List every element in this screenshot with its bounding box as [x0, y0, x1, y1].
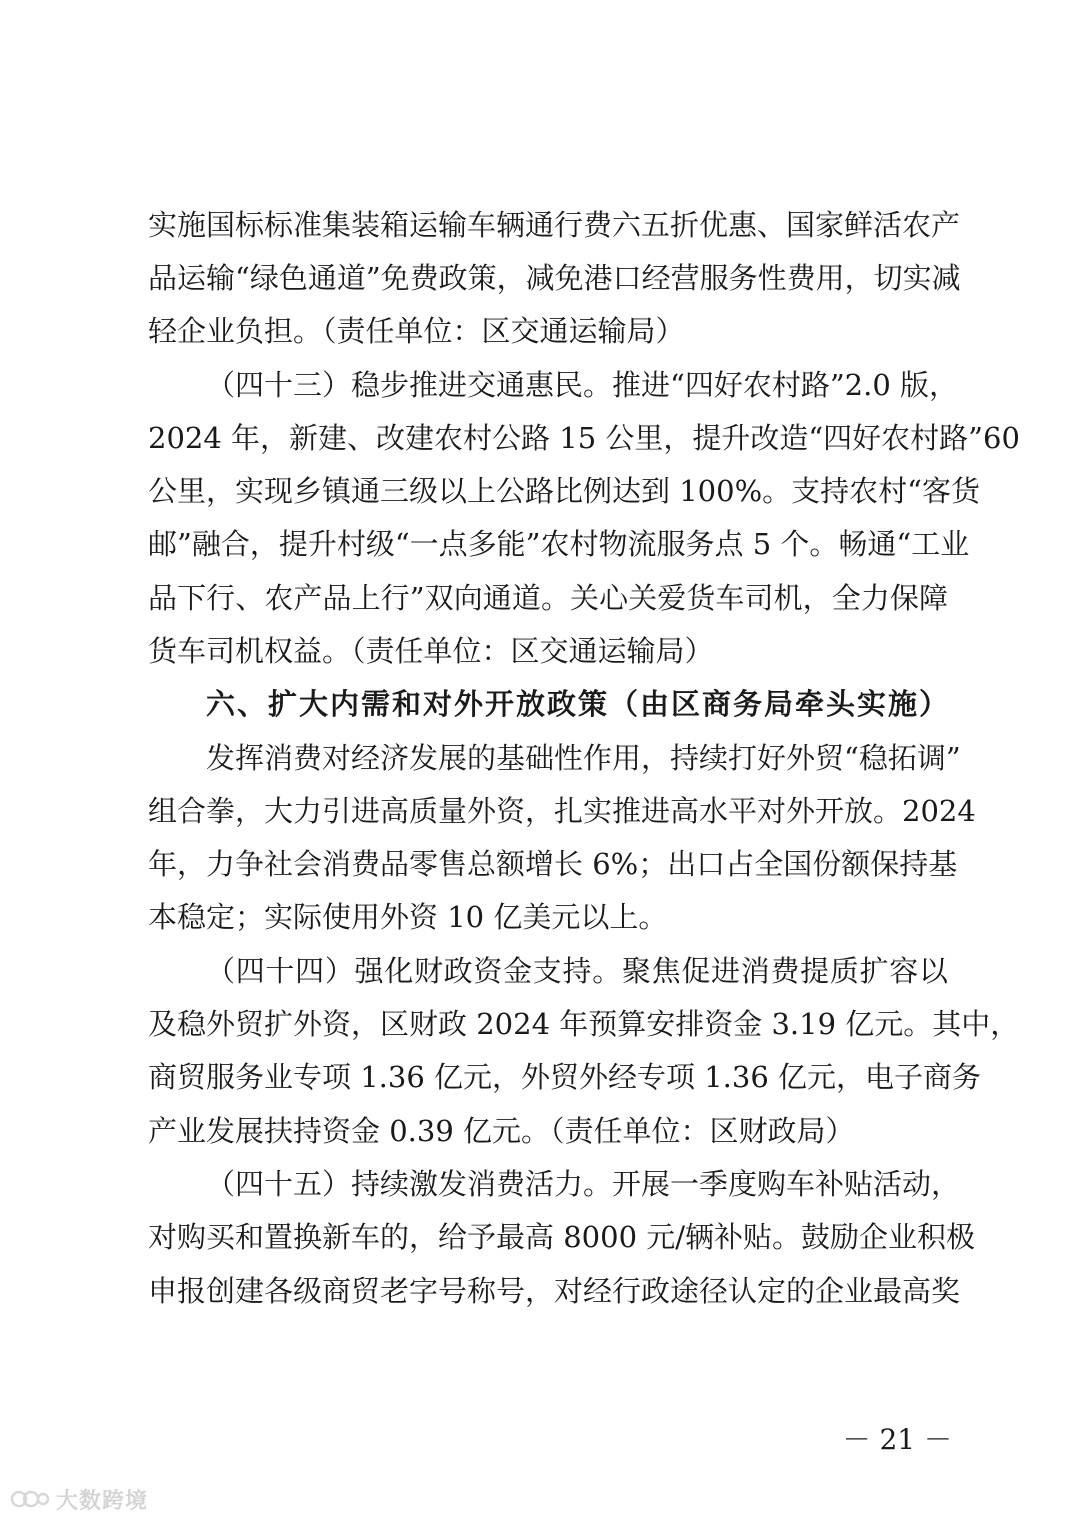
text-line: 实施国标标准集装箱运输车辆通行费六五折优惠、国家鲜活农产 [148, 208, 961, 242]
section-heading: 六、扩大内需和对外开放政策（由区商务局牵头实施） [206, 687, 948, 721]
text-line: 及稳外贸扩外资，区财政 2024 年预算安排资金 3.19 亿元。其中， [148, 1007, 1020, 1041]
text-line: 轻企业负担。（责任单位：区交通运输局） [148, 314, 685, 348]
text-line: 年，力争社会消费品零售总额增长 6%；出口占全国份额保持基 [148, 847, 958, 881]
text-line: 2024 年，新建、改建农村公路 15 公里，提升改造“四好农村路”60 [148, 421, 1020, 455]
text-line: 品运输“绿色通道”免费政策，减免港口经营服务性费用，切实减 [148, 261, 961, 295]
text-line: 对购买和置换新车的，给予最高 8000 元/辆补贴。鼓励企业积极 [148, 1220, 976, 1254]
text-line: 邮”融合，提升村级“一点多能”农村物流服务点 5 个。畅通“工业 [148, 527, 970, 561]
text-line: 本稳定；实际使用外资 10 亿美元以上。 [148, 900, 668, 934]
section-item-44-heading-line: （四十四）强化财政资金支持。聚焦促进消费提质扩容以 [206, 954, 948, 988]
text-line: 产业发展扶持资金 0.39 亿元。（责任单位：区财政局） [148, 1114, 855, 1148]
section-item-43-heading-line: （四十三）稳步推进交通惠民。推进“四好农村路”2.0 版， [206, 368, 958, 402]
brand-logo-icon [10, 1487, 50, 1511]
text-line: 公里，实现乡镇通三级以上公路比例达到 100%。支持农村“客货 [148, 474, 980, 508]
text-line: 申报创建各级商贸老字号称号，对经行政途径认定的企业最高奖 [148, 1274, 961, 1308]
text-line: 商贸服务业专项 1.36 亿元，外贸外经专项 1.36 亿元，电子商务 [148, 1060, 982, 1094]
text-line: 组合拳，大力引进高质量外资，扎实推进高水平对外开放。2024 [148, 794, 976, 828]
text-line: 品下行、农产品上行”双向通道。关心关爱货车司机，全力保障 [148, 581, 948, 615]
watermark [10, 1484, 148, 1514]
section-item-45-heading-line: （四十五）持续激发消费活力。开展一季度购车补贴活动， [206, 1167, 961, 1201]
text-line: 货车司机权益。（责任单位：区交通运输局） [148, 634, 714, 668]
paragraph-first-line: 发挥消费对经济发展的基础性作用，持续打好外贸“稳拓调” [206, 741, 961, 775]
watermark-text: 大数跨境 [56, 1488, 149, 1514]
page-number: － 21 － [842, 1423, 952, 1456]
